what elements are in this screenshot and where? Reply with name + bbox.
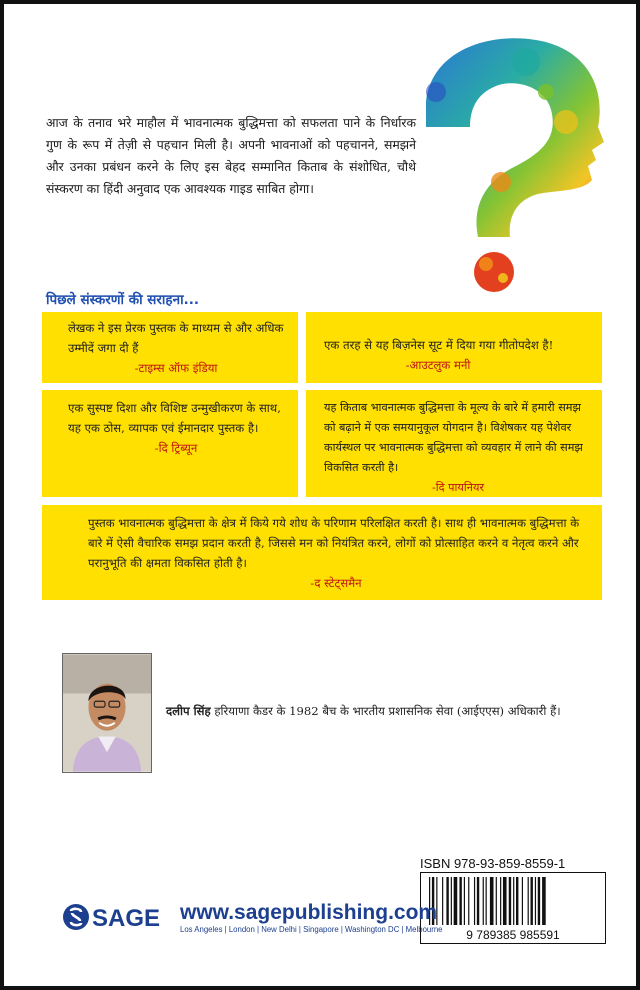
barcode-bar (500, 877, 501, 925)
review-quote: पुस्तक भावनात्मक बुद्धिमत्ता के क्षेत्र में किये गये शोध के परिणाम परिलक्षित करती है। साथ ही भावनात्मक बुद्धिमत्ता के बारे में ऐसी वैचारिक समझ प्रदान करती है, जिससे मन को नियंत्रित करने, लोगों को प्रोत्साहित करने व नेतृत्व करने और परानुभूति की क्षमता विकसित होती है। (88, 516, 580, 570)
isbn-barcode (420, 872, 606, 944)
barcode-bar (490, 877, 494, 925)
review-source: -टाइम्स ऑफ इंडिया (134, 361, 218, 375)
barcode-bar (496, 877, 497, 925)
intro-paragraph: आज के तनाव भरे माहौल में भावनात्मक बुद्धिमत्ता को सफलता पाने के निर्धारक गुण के रूप में तेज़ी से पहचान मिली है। अपनी भावनाओं को पहचानने, समझने और उनका प्रबंधन करने के लिए इस बेहद सम्मानित किताब के संशोधित, चौथे संस्करण का हिंदी अनुवाद एक आवश्यक गाइड साबित होगा। (46, 115, 416, 196)
barcode-bar (531, 877, 533, 925)
barcode-bar (451, 877, 452, 925)
review-quote: यह किताब भावनात्मक बुद्धिमत्ता के मूल्य के बारे में हमारी समझ को बढ़ाने में एक समयानुकूल योगदान है। विशेषकर यह पेशेवर कार्यस्थल पर भावनात्मक बुद्धिमत्ता को व्यवहार में लाने की समझ विकसित करती है। (324, 401, 583, 474)
isbn-label: ISBN 978-93-859-8559-1 (420, 856, 566, 871)
author-bio-text: हरियाणा कैडर के 1982 बैच के भारतीय प्रशासनिक सेवा (आईएएस) अधिकारी हैं। (210, 704, 561, 718)
barcode-bars (421, 873, 605, 943)
review-source: -आउटलुक मनी (405, 358, 471, 372)
review-panel (306, 312, 602, 383)
barcode-bar (513, 877, 514, 925)
barcode-bar (464, 877, 465, 925)
praise-heading: पिछले संस्करणों की सराहना... (46, 292, 199, 308)
sage-logo-text: SAGE (92, 905, 161, 932)
barcode-bar (522, 877, 523, 925)
review-source: -दि पायनियर (431, 481, 485, 494)
review-panel (306, 390, 602, 497)
review-quote: एक तरह से यह बिज़नेस सूट में दिया गया गीतोपदेश है! (324, 338, 554, 352)
author-photo (62, 653, 152, 773)
barcode-bar (483, 877, 484, 925)
barcode-bar (468, 877, 469, 925)
barcode-bar (528, 877, 529, 925)
review-panel (42, 505, 602, 600)
question-mark-head-illustration (406, 32, 606, 300)
review-quote: एक सुस्पष्ट दिशा और विशिष्ट उन्मुखीकरण के साथ, यह एक ठोस, व्यापक एवं ईमानदार पुस्तक है। (68, 401, 281, 435)
barcode-bar (442, 877, 443, 925)
barcode-bar (509, 877, 511, 925)
review-source: -द स्टेट्समैन (310, 576, 362, 590)
author-name: दलीप सिंह (166, 704, 211, 718)
review-source: -दि ट्रिब्यून (154, 441, 198, 455)
barcode-bar (542, 877, 546, 925)
publisher-cities: Los Angeles | London | New Delhi | Singapore | Washington DC | Melbourne (180, 925, 443, 934)
review-panel (42, 390, 298, 497)
sage-logo (62, 902, 176, 932)
publisher-url[interactable]: www.sagepublishing.com (180, 901, 438, 924)
barcode-bar (538, 877, 540, 925)
barcode-bar (454, 877, 458, 925)
review-quote: लेखक ने इस प्रेरक पुस्तक के माध्यम से और अधिक उम्मीदें जगा दी हैं (68, 321, 284, 355)
author-bio (166, 704, 561, 719)
barcode-bar (486, 877, 487, 925)
barcode-digits: 9 789385 985591 (466, 928, 560, 942)
review-panel (42, 312, 298, 383)
barcode-bar (459, 877, 461, 925)
barcode-bar (503, 877, 507, 925)
barcode-bar (516, 877, 518, 925)
barcode-bar (446, 877, 448, 925)
barcode-bar (477, 877, 479, 925)
barcode-bar (474, 877, 475, 925)
barcode-bar (535, 877, 536, 925)
